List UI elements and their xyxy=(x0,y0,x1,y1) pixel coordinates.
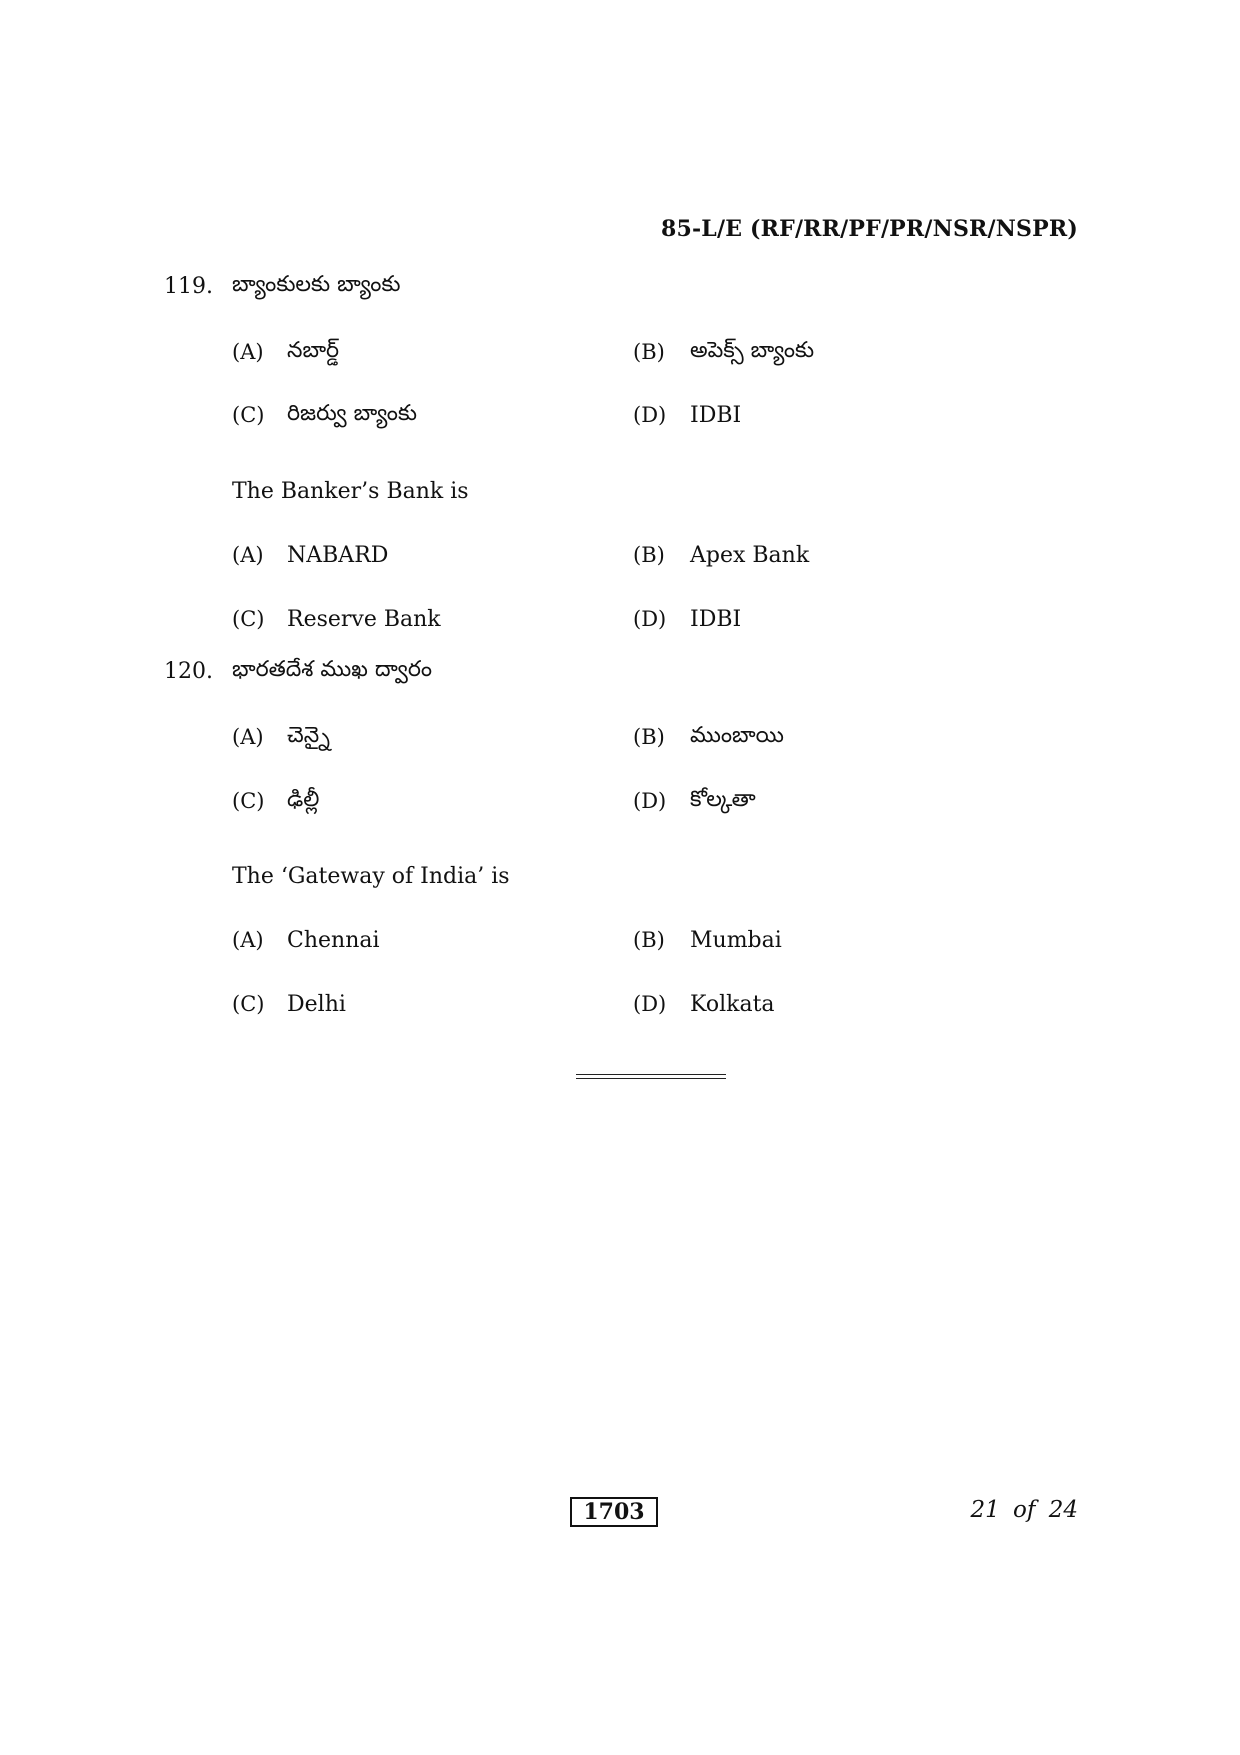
option-text: IDBI xyxy=(690,403,742,428)
question-text-telugu: భారతదేశ ముఖ ద్వారం xyxy=(232,657,433,682)
option-text: Mumbai xyxy=(690,928,782,953)
option-label: (C) xyxy=(232,607,265,631)
option-text: NABARD xyxy=(287,543,389,568)
option-text: Chennai xyxy=(287,928,380,953)
option-label: (C) xyxy=(232,789,265,813)
option-label: (A) xyxy=(232,543,264,567)
option-label: (A) xyxy=(232,340,264,364)
option-label: (C) xyxy=(232,403,265,427)
option-label: (B) xyxy=(633,725,665,749)
option-text: Apex Bank xyxy=(690,543,810,568)
option-text: కోల్కతా xyxy=(690,787,756,812)
page-number: 21 of 24 xyxy=(970,1497,1078,1523)
option-label: (B) xyxy=(633,543,665,567)
booklet-code: 1703 xyxy=(570,1497,658,1527)
option-text: Kolkata xyxy=(690,992,775,1017)
option-label: (D) xyxy=(633,403,667,427)
option-label: (D) xyxy=(633,789,667,813)
option-label: (A) xyxy=(232,928,264,952)
question-number: 119. xyxy=(164,274,213,299)
option-text: IDBI xyxy=(690,607,742,632)
option-text: ఢిల్లీ xyxy=(287,787,320,812)
option-label: (D) xyxy=(633,607,667,631)
question-text-telugu: బ్యాంకులకు బ్యాంకు xyxy=(232,272,401,297)
option-text: రిజర్వు బ్యాంకు xyxy=(287,401,418,426)
option-text: Delhi xyxy=(287,992,346,1017)
section-divider xyxy=(576,1074,726,1079)
option-label: (B) xyxy=(633,928,665,952)
option-label: (B) xyxy=(633,340,665,364)
option-text: చెన్నై xyxy=(287,723,330,748)
option-text: Reserve Bank xyxy=(287,607,441,632)
option-label: (C) xyxy=(232,992,265,1016)
option-text: అపెక్స్ బ్యాంకు xyxy=(690,338,815,363)
question-text-english: The Banker’s Bank is xyxy=(232,479,469,504)
paper-code-header: 85-L/E (RF/RR/PF/PR/NSR/NSPR) xyxy=(660,216,1078,242)
question-number: 120. xyxy=(164,659,213,684)
option-label: (A) xyxy=(232,725,264,749)
option-label: (D) xyxy=(633,992,667,1016)
option-text: ముంబాయి xyxy=(690,723,784,748)
question-text-english: The ‘Gateway of India’ is xyxy=(232,864,510,889)
option-text: నబార్డ్ xyxy=(287,338,340,363)
